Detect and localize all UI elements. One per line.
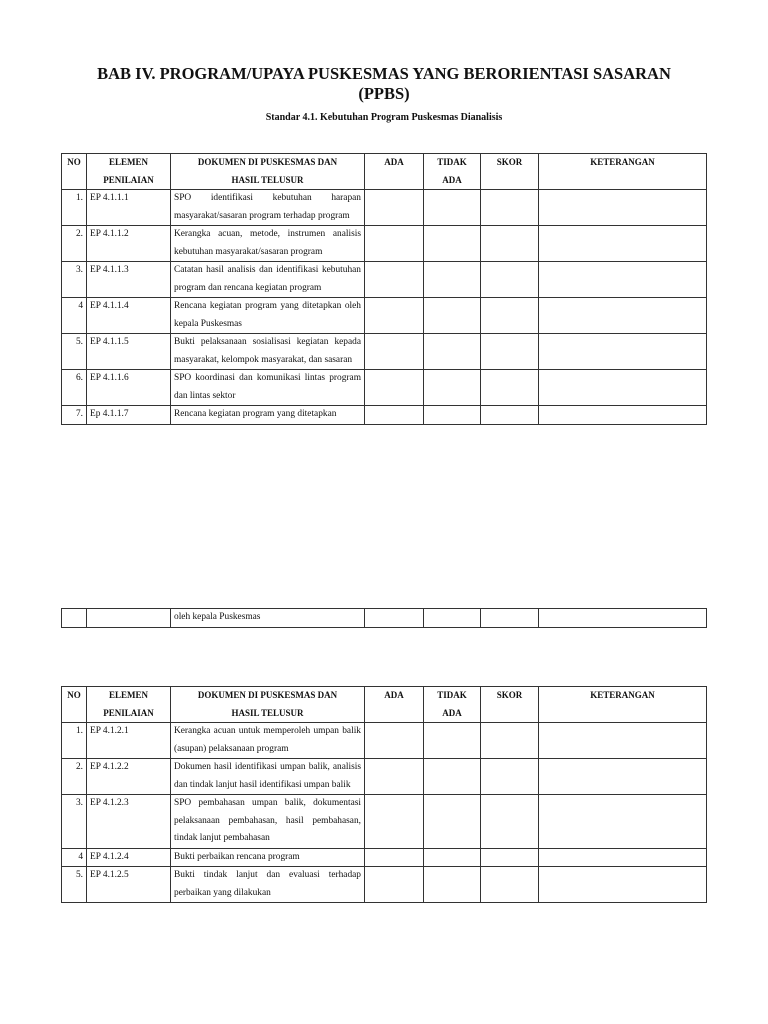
table-row	[62, 795, 707, 849]
row-document: Kerangka acuan untuk memperoleh umpan balik (asupan) pelaksanaan program	[171, 723, 365, 759]
table-row	[62, 190, 707, 226]
tidak-ada-cell[interactable]	[424, 406, 481, 425]
row-ep-code: EP 4.1.2.1	[87, 723, 171, 759]
header-tidak-ada: TIDAK ADA	[424, 154, 481, 190]
table-row	[62, 298, 707, 334]
header-tidak-ada: TIDAK ADA	[424, 687, 481, 723]
keterangan-cell[interactable]	[539, 226, 707, 262]
row-document: Catatan hasil analisis dan identifikasi kebutuhan program dan rencana kegiatan program	[171, 262, 365, 298]
header-dokumen: DOKUMEN DI PUSKESMAS DAN HASIL TELUSUR	[171, 154, 365, 190]
row-ep-code: EP 4.1.1.2	[87, 226, 171, 262]
tidak-ada-cell[interactable]	[424, 723, 481, 759]
header-keterangan: KETERANGAN	[539, 687, 707, 723]
table-row	[62, 370, 707, 406]
skor-cell[interactable]	[481, 226, 539, 262]
table-row	[62, 723, 707, 759]
row-ep-code: EP 4.1.1.6	[87, 370, 171, 406]
ada-cell[interactable]	[365, 867, 424, 903]
tidak-ada-cell[interactable]	[424, 609, 481, 628]
row-ep-code: EP 4.1.2.3	[87, 795, 171, 849]
keterangan-cell[interactable]	[539, 262, 707, 298]
table-row	[62, 848, 707, 867]
continuation-table	[61, 608, 707, 628]
tidak-ada-cell[interactable]	[424, 262, 481, 298]
row-document: oleh kepala Puskesmas	[171, 609, 365, 628]
row-no: 4	[62, 848, 87, 867]
ada-cell[interactable]	[365, 226, 424, 262]
row-no: 5.	[62, 334, 87, 370]
ada-cell[interactable]	[365, 609, 424, 628]
header-no: NO	[62, 687, 87, 723]
table-row	[62, 867, 707, 903]
table-row	[62, 609, 707, 628]
header-dokumen: DOKUMEN DI PUSKESMAS DAN HASIL TELUSUR	[171, 687, 365, 723]
row-document: Dokumen hasil identifikasi umpan balik, analisis dan tindak lanjut hasil identifikasi umpan balik	[171, 759, 365, 795]
table-row	[62, 334, 707, 370]
table-row	[62, 226, 707, 262]
row-no	[62, 609, 87, 628]
row-no: 2.	[62, 226, 87, 262]
standard-subtitle: Standar 4.1. Kebutuhan Program Puskesmas Dianalisis	[265, 112, 503, 123]
row-no: 3.	[62, 262, 87, 298]
header-ada: ADA	[365, 687, 424, 723]
row-no: 1.	[62, 723, 87, 759]
tidak-ada-cell[interactable]	[424, 298, 481, 334]
tidak-ada-cell[interactable]	[424, 867, 481, 903]
row-no: 4	[62, 298, 87, 334]
row-document: SPO identifikasi kebutuhan harapan masyarakat/sasaran program terhadap program	[171, 190, 365, 226]
table-row	[62, 759, 707, 795]
ada-cell[interactable]	[365, 759, 424, 795]
row-document: Kerangka acuan, metode, instrumen analisis kebutuhan masyarakat/sasaran program	[171, 226, 365, 262]
keterangan-cell[interactable]	[539, 190, 707, 226]
keterangan-cell[interactable]	[539, 848, 707, 867]
table-header-row	[62, 687, 707, 723]
header-keterangan: KETERANGAN	[539, 154, 707, 190]
skor-cell[interactable]	[481, 759, 539, 795]
row-document: Bukti pelaksanaan sosialisasi kegiatan kepada masyarakat, kelompok masyarakat, dan sasaran	[171, 334, 365, 370]
keterangan-cell[interactable]	[539, 370, 707, 406]
skor-cell[interactable]	[481, 190, 539, 226]
keterangan-cell[interactable]	[539, 334, 707, 370]
header-elemen-penilaian: ELEMEN PENILAIAN	[87, 687, 171, 723]
row-ep-code: EP 4.1.1.4	[87, 298, 171, 334]
keterangan-cell[interactable]	[539, 795, 707, 849]
row-no: 5.	[62, 867, 87, 903]
row-document: SPO koordinasi dan komunikasi lintas program dan lintas sektor	[171, 370, 365, 406]
tidak-ada-cell[interactable]	[424, 848, 481, 867]
skor-cell[interactable]	[481, 609, 539, 628]
header-skor: SKOR	[481, 154, 539, 190]
tidak-ada-cell[interactable]	[424, 370, 481, 406]
assessment-table-4-1-2	[61, 686, 707, 903]
keterangan-cell[interactable]	[539, 609, 707, 628]
ada-cell[interactable]	[365, 190, 424, 226]
ada-cell[interactable]	[365, 298, 424, 334]
title-line-1: BAB IV. PROGRAM/UPAYA PUSKESMAS YANG BERORIENTASI SASARAN	[97, 64, 671, 83]
row-document: Rencana kegiatan program yang ditetapkan oleh kepala Puskesmas	[171, 298, 365, 334]
ada-cell[interactable]	[365, 262, 424, 298]
ada-cell[interactable]	[365, 370, 424, 406]
tidak-ada-cell[interactable]	[424, 759, 481, 795]
ada-cell[interactable]	[365, 848, 424, 867]
keterangan-cell[interactable]	[539, 298, 707, 334]
row-document: SPO pembahasan umpan balik, dokumentasi pelaksanaan pembahasan, hasil pembahasan, tindak lanjut pembahasan	[171, 795, 365, 849]
ada-cell[interactable]	[365, 334, 424, 370]
row-document: Bukti perbaikan rencana program	[171, 848, 365, 867]
table-row	[62, 406, 707, 425]
tidak-ada-cell[interactable]	[424, 190, 481, 226]
skor-cell[interactable]	[481, 723, 539, 759]
row-ep-code: EP 4.1.2.5	[87, 867, 171, 903]
row-document: Rencana kegiatan program yang ditetapkan	[171, 406, 365, 425]
row-ep-code: EP 4.1.1.3	[87, 262, 171, 298]
header-skor: SKOR	[481, 687, 539, 723]
row-ep-code: EP 4.1.1.1	[87, 190, 171, 226]
row-no: 2.	[62, 759, 87, 795]
skor-cell[interactable]	[481, 262, 539, 298]
tidak-ada-cell[interactable]	[424, 226, 481, 262]
skor-cell[interactable]	[481, 334, 539, 370]
skor-cell[interactable]	[481, 848, 539, 867]
row-document: Bukti tindak lanjut dan evaluasi terhadap perbaikan yang dilakukan	[171, 867, 365, 903]
skor-cell[interactable]	[481, 867, 539, 903]
row-ep-code	[87, 609, 171, 628]
keterangan-cell[interactable]	[539, 406, 707, 425]
skor-cell[interactable]	[481, 406, 539, 425]
skor-cell[interactable]	[481, 795, 539, 849]
row-no: 6.	[62, 370, 87, 406]
skor-cell[interactable]	[481, 370, 539, 406]
table-header-row	[62, 154, 707, 190]
skor-cell[interactable]	[481, 298, 539, 334]
row-ep-code: EP 4.1.2.4	[87, 848, 171, 867]
keterangan-cell[interactable]	[539, 723, 707, 759]
header-no: NO	[62, 154, 87, 190]
ada-cell[interactable]	[365, 406, 424, 425]
ada-cell[interactable]	[365, 795, 424, 849]
header-elemen-penilaian: ELEMEN PENILAIAN	[87, 154, 171, 190]
row-ep-code: Ep 4.1.1.7	[87, 406, 171, 425]
keterangan-cell[interactable]	[539, 867, 707, 903]
assessment-table-4-1-1	[61, 153, 707, 425]
row-no: 1.	[62, 190, 87, 226]
row-ep-code: EP 4.1.2.2	[87, 759, 171, 795]
ada-cell[interactable]	[365, 723, 424, 759]
title-line-2: (PPBS)	[358, 84, 410, 103]
tidak-ada-cell[interactable]	[424, 795, 481, 849]
row-no: 7.	[62, 406, 87, 425]
row-ep-code: EP 4.1.1.5	[87, 334, 171, 370]
keterangan-cell[interactable]	[539, 759, 707, 795]
row-no: 3.	[62, 795, 87, 849]
header-ada: ADA	[365, 154, 424, 190]
document-title	[40, 64, 728, 104]
table-row	[62, 262, 707, 298]
tidak-ada-cell[interactable]	[424, 334, 481, 370]
